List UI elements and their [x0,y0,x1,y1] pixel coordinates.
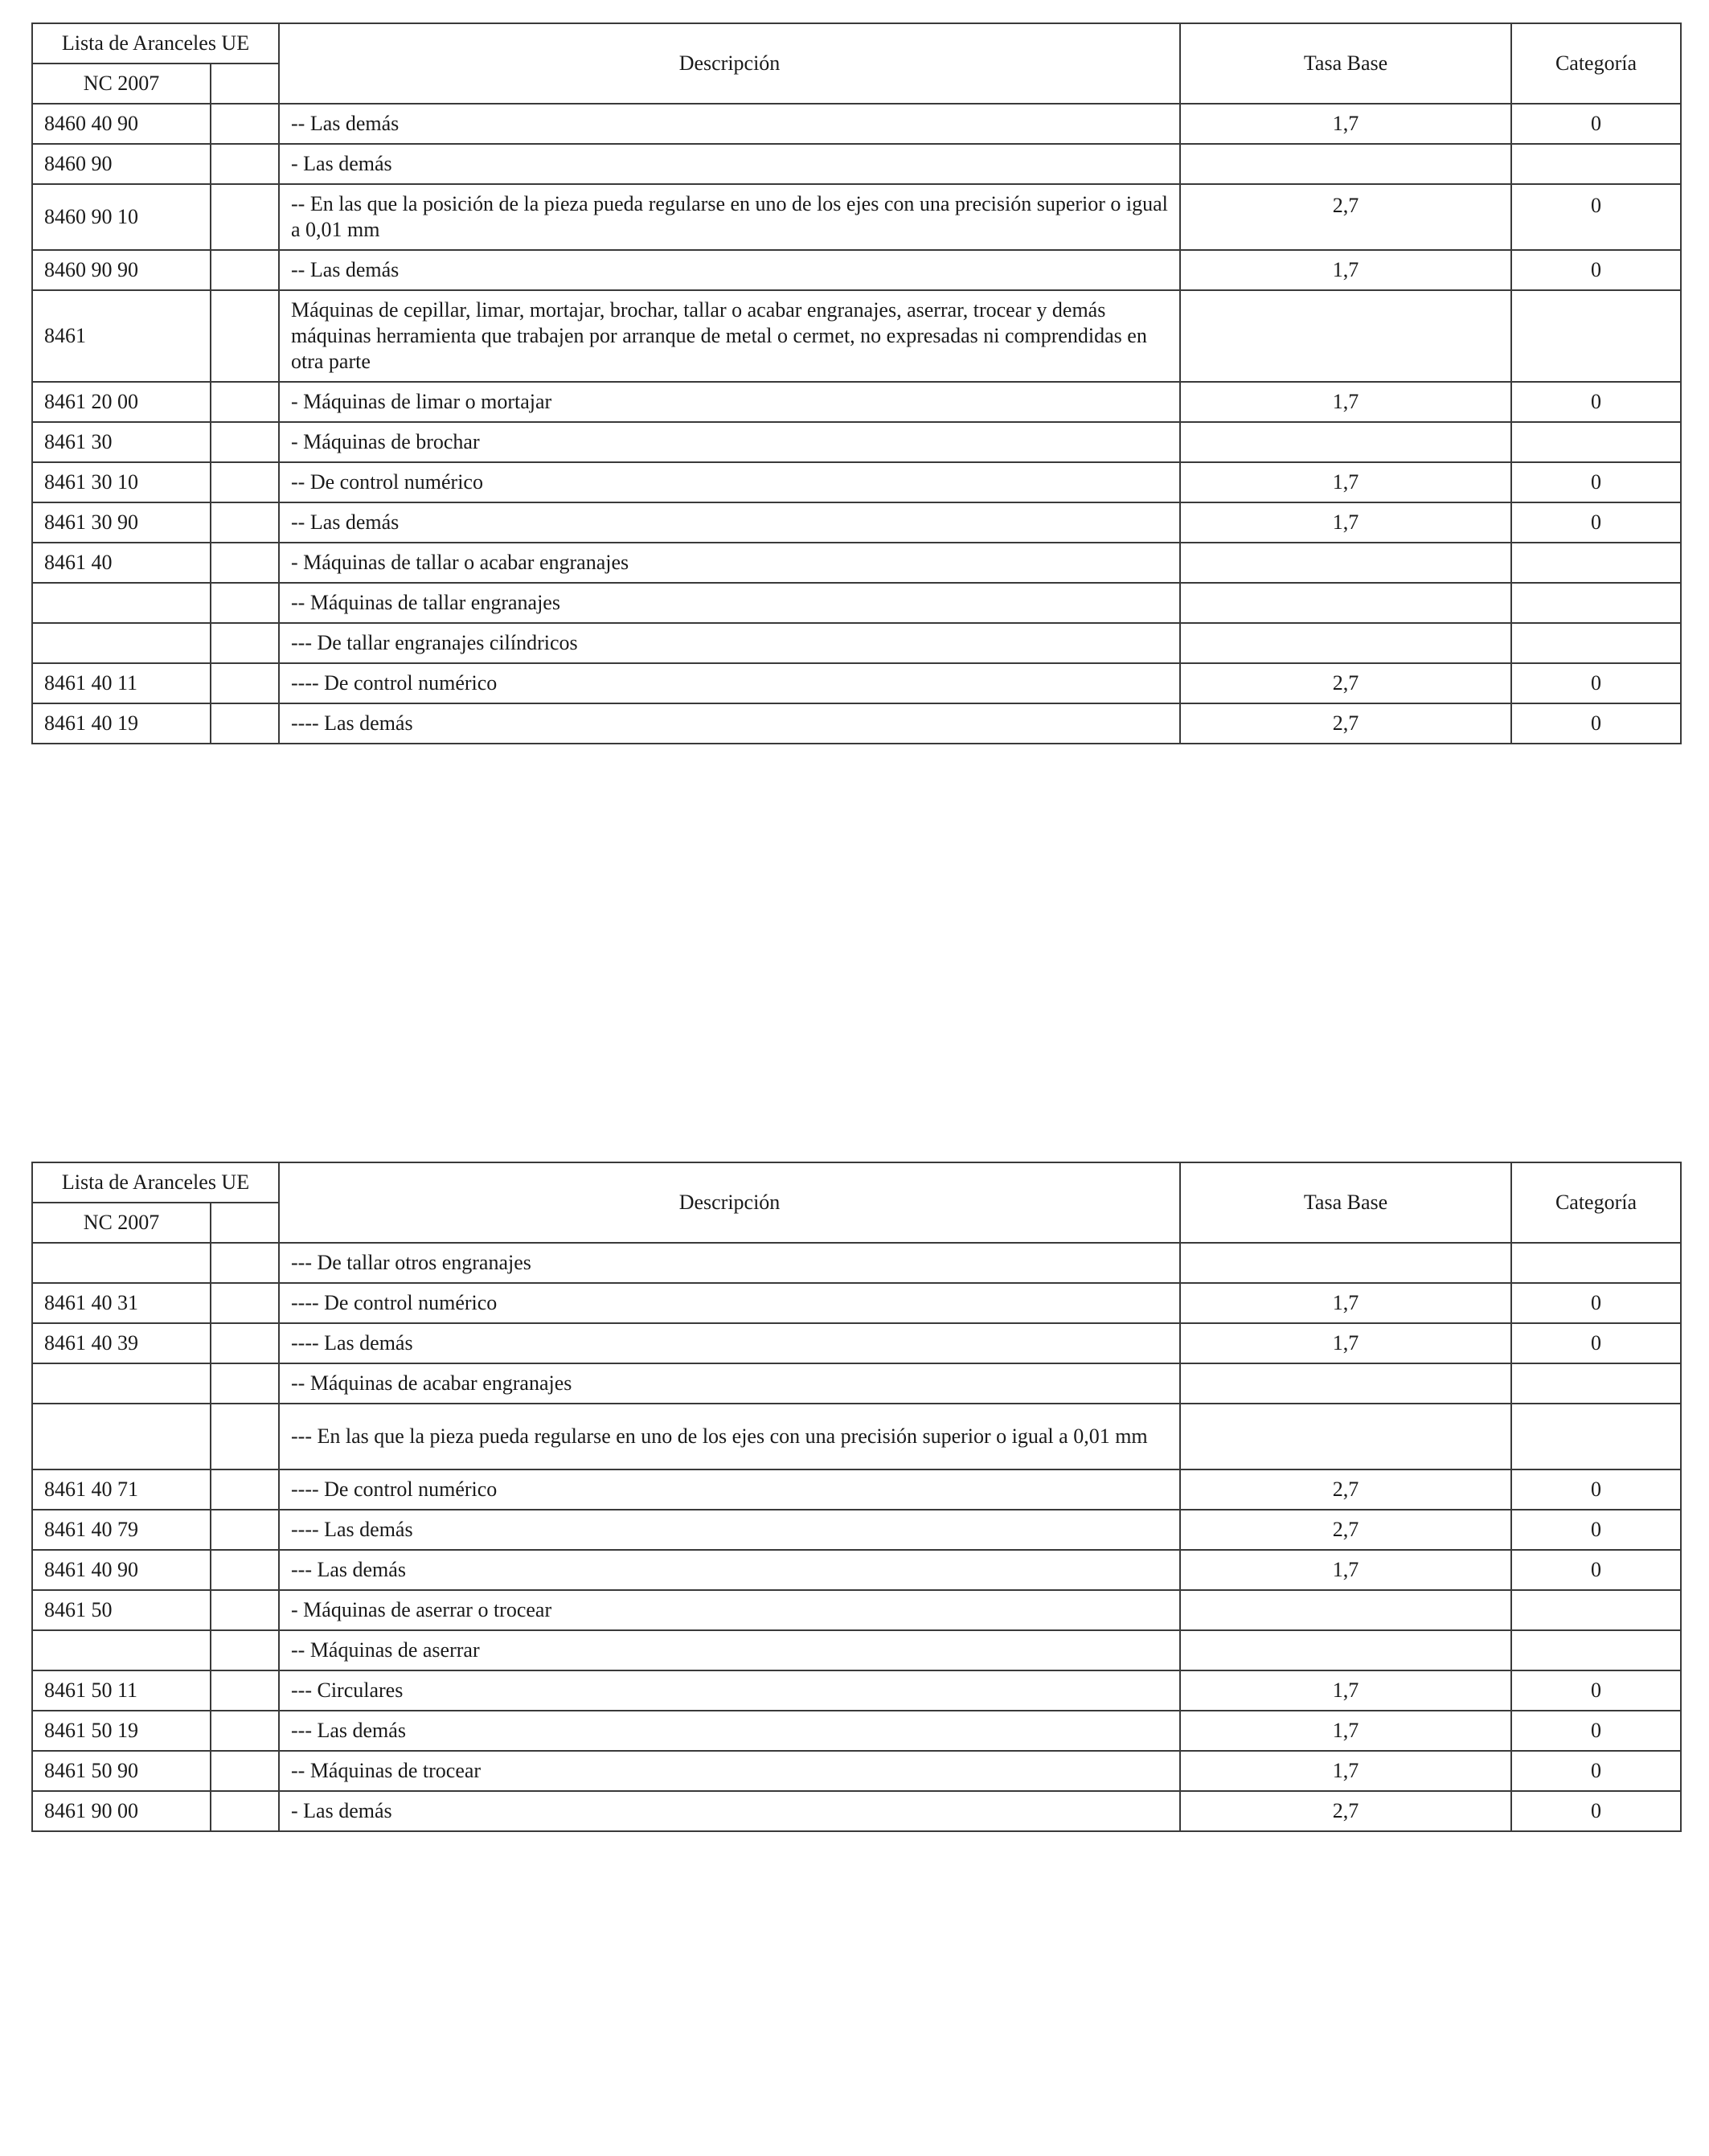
tariff-code-cell: 8461 30 [32,422,211,462]
table-row [32,1404,1681,1469]
spacer-cell [211,1630,279,1670]
header-group-title: Lista de Aranceles UE [32,1162,279,1203]
tariff-code-cell: 8461 40 39 [32,1323,211,1363]
description-cell: - Máquinas de aserrar o trocear [279,1590,1180,1630]
category-cell: 0 [1511,1670,1681,1711]
spacer-cell [211,1323,279,1363]
tariff-code-cell: 8461 30 90 [32,502,211,543]
tariff-code-cell: 8460 90 [32,144,211,184]
table-row [32,382,1681,422]
category-cell: 0 [1511,1791,1681,1831]
header-group-title: Lista de Aranceles UE [32,23,279,64]
base-rate-cell [1180,1630,1511,1670]
table-row [32,543,1681,583]
tariff-code-cell: 8461 50 11 [32,1670,211,1711]
description-cell: ---- De control numérico [279,1283,1180,1323]
category-cell: 0 [1511,1711,1681,1751]
description-cell: --- En las que la pieza pueda regularse en uno de los ejes con una precisión superior o igual a 0,01 mm [279,1404,1180,1469]
category-cell: 0 [1511,1751,1681,1791]
category-cell [1511,290,1681,382]
spacer-cell [211,1469,279,1510]
spacer-cell [211,1711,279,1751]
base-rate-cell: 2,7 [1180,1791,1511,1831]
description-cell: - Las demás [279,1791,1180,1831]
description-cell: -- Máquinas de aserrar [279,1630,1180,1670]
base-rate-cell: 2,7 [1180,184,1511,250]
description-cell: ---- Las demás [279,703,1180,744]
base-rate-cell: 1,7 [1180,1283,1511,1323]
base-rate-cell [1180,623,1511,663]
spacer-cell [211,382,279,422]
description-cell: - Máquinas de limar o mortajar [279,382,1180,422]
table-row [32,1323,1681,1363]
tariff-code-cell: 8461 40 11 [32,663,211,703]
base-rate-cell: 1,7 [1180,462,1511,502]
description-cell: -- De control numérico [279,462,1180,502]
description-cell: -- Máquinas de tallar engranajes [279,583,1180,623]
category-cell: 0 [1511,1510,1681,1550]
table-row [32,1243,1681,1283]
table-row [32,290,1681,382]
base-rate-cell: 1,7 [1180,382,1511,422]
table-row [32,583,1681,623]
category-cell [1511,1243,1681,1283]
category-cell [1511,1590,1681,1630]
tariff-code-cell [32,1630,211,1670]
table-row [32,1510,1681,1550]
header-base-rate: Tasa Base [1180,23,1511,104]
spacer-cell [211,703,279,744]
tariff-table-1 [31,23,1682,744]
spacer-cell [211,290,279,382]
table-row [32,1791,1681,1831]
base-rate-cell: 1,7 [1180,1550,1511,1590]
table-row [32,184,1681,250]
category-cell: 0 [1511,502,1681,543]
base-rate-cell: 1,7 [1180,502,1511,543]
description-cell: - Máquinas de brochar [279,422,1180,462]
base-rate-cell [1180,1590,1511,1630]
tariff-code-cell: 8461 [32,290,211,382]
spacer-cell [211,543,279,583]
tariff-code-cell: 8461 50 19 [32,1711,211,1751]
table-row [32,422,1681,462]
category-cell [1511,422,1681,462]
tariff-code-cell: 8460 90 10 [32,184,211,250]
description-cell: -- Las demás [279,250,1180,290]
tariff-code-cell: 8461 20 00 [32,382,211,422]
category-cell: 0 [1511,703,1681,744]
table-row [32,144,1681,184]
tariff-code-cell: 8461 90 00 [32,1791,211,1831]
table-row [32,462,1681,502]
base-rate-cell: 1,7 [1180,250,1511,290]
header-empty-cell [211,1203,279,1243]
description-cell: --- Circulares [279,1670,1180,1711]
spacer-cell [211,462,279,502]
table-row [32,104,1681,144]
table-row [32,623,1681,663]
description-cell: -- Las demás [279,104,1180,144]
description-cell: -- Máquinas de trocear [279,1751,1180,1791]
tariff-code-cell [32,623,211,663]
base-rate-cell [1180,583,1511,623]
category-cell [1511,144,1681,184]
tariff-code-cell: 8461 50 90 [32,1751,211,1791]
category-cell [1511,1404,1681,1469]
base-rate-cell: 1,7 [1180,1323,1511,1363]
base-rate-cell [1180,1404,1511,1469]
description-cell: ---- Las demás [279,1323,1180,1363]
description-cell: - Máquinas de tallar o acabar engranajes [279,543,1180,583]
table-row [32,1630,1681,1670]
base-rate-cell [1180,1363,1511,1404]
category-cell: 0 [1511,250,1681,290]
description-cell: ---- Las demás [279,1510,1180,1550]
spacer-cell [211,1590,279,1630]
category-cell: 0 [1511,382,1681,422]
header-base-rate: Tasa Base [1180,1162,1511,1243]
spacer-cell [211,663,279,703]
tariff-code-cell [32,1404,211,1469]
spacer-cell [211,502,279,543]
spacer-cell [211,1404,279,1469]
spacer-cell [211,144,279,184]
table-row [32,250,1681,290]
table-row [32,1711,1681,1751]
spacer-cell [211,104,279,144]
header-category: Categoría [1511,1162,1681,1243]
table-1-body [32,104,1681,744]
spacer-cell [211,1243,279,1283]
spacer-cell [211,1550,279,1590]
header-description: Descripción [279,1162,1180,1243]
description-cell: - Las demás [279,144,1180,184]
tariff-code-cell: 8460 40 90 [32,104,211,144]
base-rate-cell [1180,290,1511,382]
table-row [32,1550,1681,1590]
tariff-code-cell [32,1363,211,1404]
tariff-code-cell: 8460 90 90 [32,250,211,290]
table-row [32,663,1681,703]
tariff-code-cell [32,583,211,623]
table-row [32,1590,1681,1630]
category-cell: 0 [1511,1323,1681,1363]
description-cell: --- De tallar engranajes cilíndricos [279,623,1180,663]
table-row [32,1283,1681,1323]
header-category: Categoría [1511,23,1681,104]
base-rate-cell [1180,1243,1511,1283]
base-rate-cell [1180,144,1511,184]
spacer-cell [211,422,279,462]
category-cell: 0 [1511,1550,1681,1590]
category-cell [1511,543,1681,583]
header-code-label: NC 2007 [32,1203,211,1243]
table-row [32,502,1681,543]
description-cell: Máquinas de cepillar, limar, mortajar, brochar, tallar o acabar engranajes, aserrar, trocear y demás máquinas herramienta que trabajen por arranque de metal o cermet, no expresadas ni comprendidas en otra parte [279,290,1180,382]
base-rate-cell: 2,7 [1180,1469,1511,1510]
category-cell: 0 [1511,184,1681,250]
base-rate-cell: 1,7 [1180,1751,1511,1791]
spacer-cell [211,1510,279,1550]
category-cell: 0 [1511,1469,1681,1510]
tariff-code-cell: 8461 40 19 [32,703,211,744]
table-row [32,1670,1681,1711]
description-cell: --- De tallar otros engranajes [279,1243,1180,1283]
spacer-cell [211,1283,279,1323]
description-cell: -- En las que la posición de la pieza pueda regularse en uno de los ejes con una precisión superior o igual a 0,01 mm [279,184,1180,250]
table-2-body [32,1243,1681,1831]
header-empty-cell [211,64,279,104]
category-cell: 0 [1511,104,1681,144]
tariff-code-cell [32,1243,211,1283]
description-cell: -- Las demás [279,502,1180,543]
description-cell: ---- De control numérico [279,1469,1180,1510]
category-cell: 0 [1511,663,1681,703]
header-code-label: NC 2007 [32,64,211,104]
base-rate-cell: 1,7 [1180,1670,1511,1711]
table-row [32,1363,1681,1404]
base-rate-cell: 1,7 [1180,104,1511,144]
spacer-cell [211,1670,279,1711]
base-rate-cell [1180,422,1511,462]
category-cell [1511,1363,1681,1404]
spacer-cell [211,184,279,250]
tariff-code-cell: 8461 40 [32,543,211,583]
base-rate-cell: 1,7 [1180,1711,1511,1751]
spacer-cell [211,583,279,623]
category-cell [1511,623,1681,663]
tariff-code-cell: 8461 50 [32,1590,211,1630]
spacer-cell [211,250,279,290]
table-row [32,1469,1681,1510]
table-row [32,1751,1681,1791]
base-rate-cell: 2,7 [1180,1510,1511,1550]
header-description: Descripción [279,23,1180,104]
category-cell: 0 [1511,462,1681,502]
description-cell: ---- De control numérico [279,663,1180,703]
base-rate-cell: 2,7 [1180,703,1511,744]
spacer-cell [211,1363,279,1404]
description-cell: -- Máquinas de acabar engranajes [279,1363,1180,1404]
table-row [32,703,1681,744]
spacer-cell [211,1751,279,1791]
tariff-code-cell: 8461 40 79 [32,1510,211,1550]
description-cell: --- Las demás [279,1711,1180,1751]
tariff-table-2 [31,1162,1682,1832]
description-cell: --- Las demás [279,1550,1180,1590]
category-cell [1511,1630,1681,1670]
tariff-code-cell: 8461 30 10 [32,462,211,502]
tariff-code-cell: 8461 40 31 [32,1283,211,1323]
tariff-code-cell: 8461 40 90 [32,1550,211,1590]
category-cell: 0 [1511,1283,1681,1323]
base-rate-cell: 2,7 [1180,663,1511,703]
spacer-cell [211,1791,279,1831]
spacer-cell [211,623,279,663]
tariff-code-cell: 8461 40 71 [32,1469,211,1510]
base-rate-cell [1180,543,1511,583]
category-cell [1511,583,1681,623]
